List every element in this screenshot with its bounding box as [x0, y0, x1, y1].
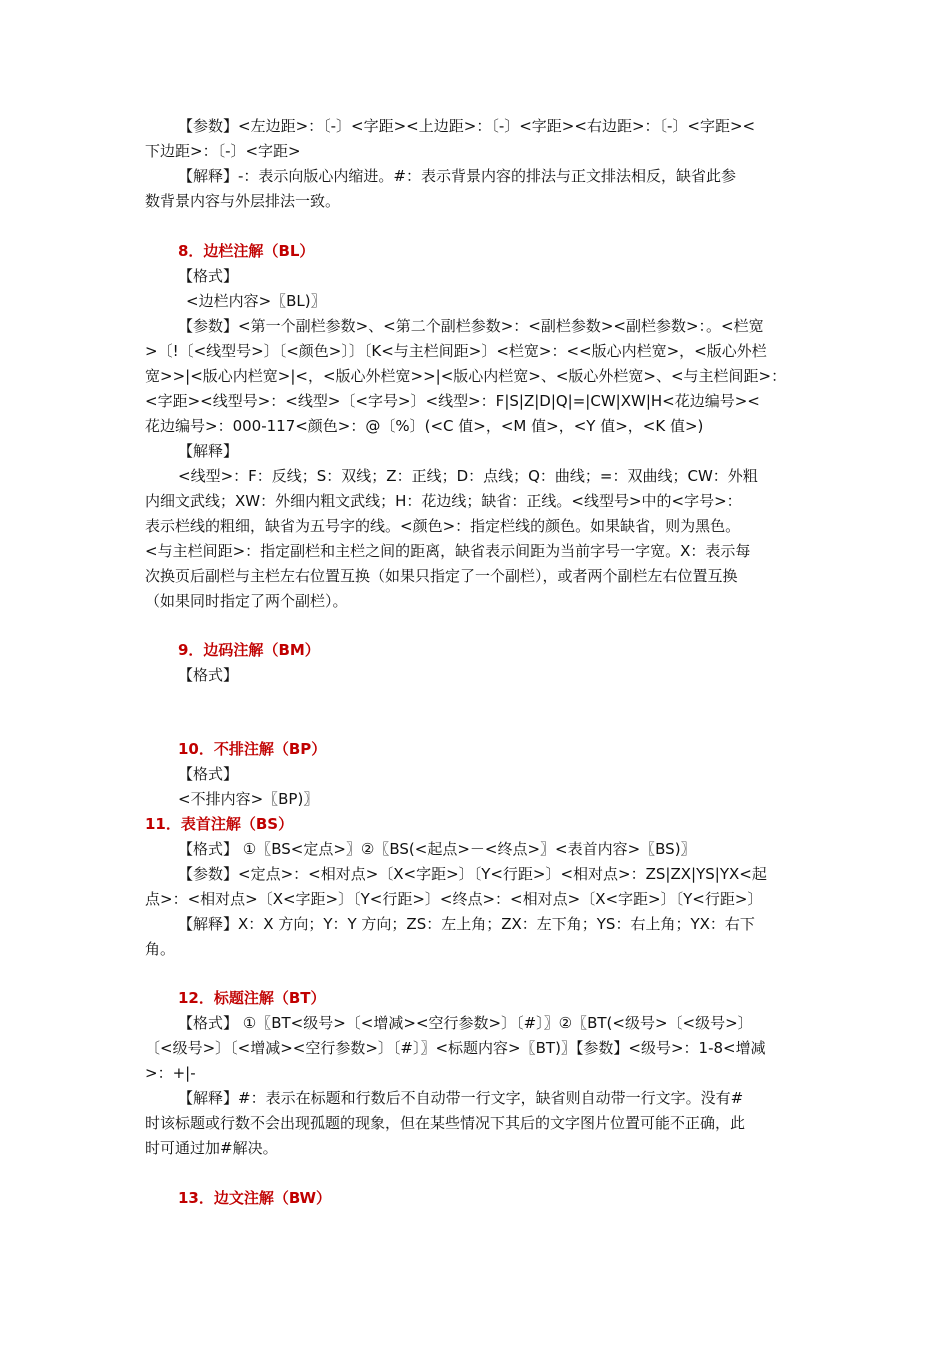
- text-line: 【格式】 ①〖BT<级号>〔<增减><空行参数>〕〔#〕〗②〖BT(<级号>〔<级号>〕: [178, 1014, 753, 1032]
- text-line: 【解释】#：表示在标题和行数后不自动带一行文字，缺省则自动带一行文字。没有#: [178, 1089, 744, 1107]
- text-line: 【格式】: [178, 765, 239, 783]
- text-line: <线型>：F：反线；S：双线；Z：正线；D：点线；Q：曲线；=：双曲线；CW：外粗: [178, 467, 758, 485]
- text-line: 〔<级号>〕〔<增减><空行参数>〕〔#〕〗<标题内容>〖BT)〗【参数】<级号>：1-8<增减: [145, 1039, 766, 1057]
- text-line: 时可通过加#解决。: [145, 1139, 278, 1157]
- text-line: <不排内容>〖BP)〗: [178, 790, 319, 808]
- text-line: 【参数】<左边距>：〔-〕<字距><上边距>：〔-〕<字距><右边距>：〔-〕<字距><: [178, 117, 756, 135]
- text-line: 内细文武线；XW：外细内粗文武线；H：花边线；缺省：正线。<线型号>中的<字号>：: [145, 492, 742, 510]
- text-line: 角。: [145, 940, 176, 958]
- text-line: 宽>>|<版心内栏宽>|<，<版心外栏宽>>|<版心内栏宽>、<版心外栏宽>、<与主栏间距>：: [145, 367, 787, 385]
- text-line: 点>：<相对点>〔X<字距>〕〔Y<行距>〕<终点>：<相对点>〔X<字距>〕〔Y<行距>〕: [145, 890, 763, 908]
- text-line: 花边编号>：000-117<颜色>：@〔%〕(<C 值>，<M 值>，<Y 值>，<K 值>): [145, 417, 704, 435]
- text-line: 【格式】: [178, 267, 239, 285]
- section-heading: 9．边码注解（BM）: [178, 641, 320, 659]
- text-line: 下边距>：〔-〕<字距>: [145, 142, 301, 160]
- text-line: 表示栏线的粗细，缺省为五号字的线。<颜色>：指定栏线的颜色。如果缺省，则为黑色。: [145, 517, 741, 535]
- text-line: 时该标题或行数不会出现孤题的现象，但在某些情况下其后的文字图片位置可能不正确，此: [145, 1114, 746, 1132]
- text-line: 【解释】-：表示向版心内缩进。#：表示背景内容的排法与正文排法相反，缺省此参: [178, 167, 736, 185]
- section-heading: 11．表首注解（BS）: [145, 815, 294, 833]
- text-line: 【格式】: [178, 666, 239, 684]
- text-line: <与主栏间距>：指定副栏和主栏之间的距离，缺省表示间距为当前字号一字宽。X：表示每: [145, 542, 751, 560]
- text-line: >〔!〔<线型号>〕〔<颜色>〕〕〔K<与主栏间距>〕<栏宽>：<<版心内栏宽>，<版心外栏: [145, 342, 767, 360]
- text-line: <边栏内容>〖BL)〗: [186, 292, 326, 310]
- text-line: >：+|-: [145, 1064, 196, 1082]
- section-heading: 12．标题注解（BT）: [178, 989, 326, 1007]
- text-line: 【参数】<第一个副栏参数>、<第二个副栏参数>：<副栏参数><副栏参数>：。<栏宽: [178, 317, 764, 335]
- text-line: （如果同时指定了两个副栏）。: [145, 592, 348, 610]
- text-line: 【参数】<定点>：<相对点>〔X<字距>〕〔Y<行距>〕<相对点>：ZS|ZX|YS|YX<起: [178, 865, 767, 883]
- section-heading: 13．边文注解（BW）: [178, 1189, 332, 1207]
- section-heading: 8．边栏注解（BL）: [178, 242, 315, 260]
- text-line: 次换页后副栏与主栏左右位置互换（如果只指定了一个副栏），或者两个副栏左右位置互换: [145, 567, 738, 585]
- text-line: <字距><线型号>：<线型>〔<字号>〕<线型>：F|S|Z|D|Q|=|CW|XW|H<花边编号><: [145, 392, 760, 410]
- text-line: 数背景内容与外层排法一致。: [145, 192, 341, 210]
- section-heading: 10．不排注解（BP）: [178, 740, 327, 758]
- text-line: 【解释】X：X 方向；Y：Y 方向；ZS：左上角；ZX：左下角；YS：右上角；YX：右下: [178, 915, 755, 933]
- text-line: 【解释】: [178, 442, 239, 460]
- text-line: 【格式】 ①〖BS<定点>〗②〖BS(<起点>－<终点>〗<表首内容>〖BS)〗: [178, 840, 696, 858]
